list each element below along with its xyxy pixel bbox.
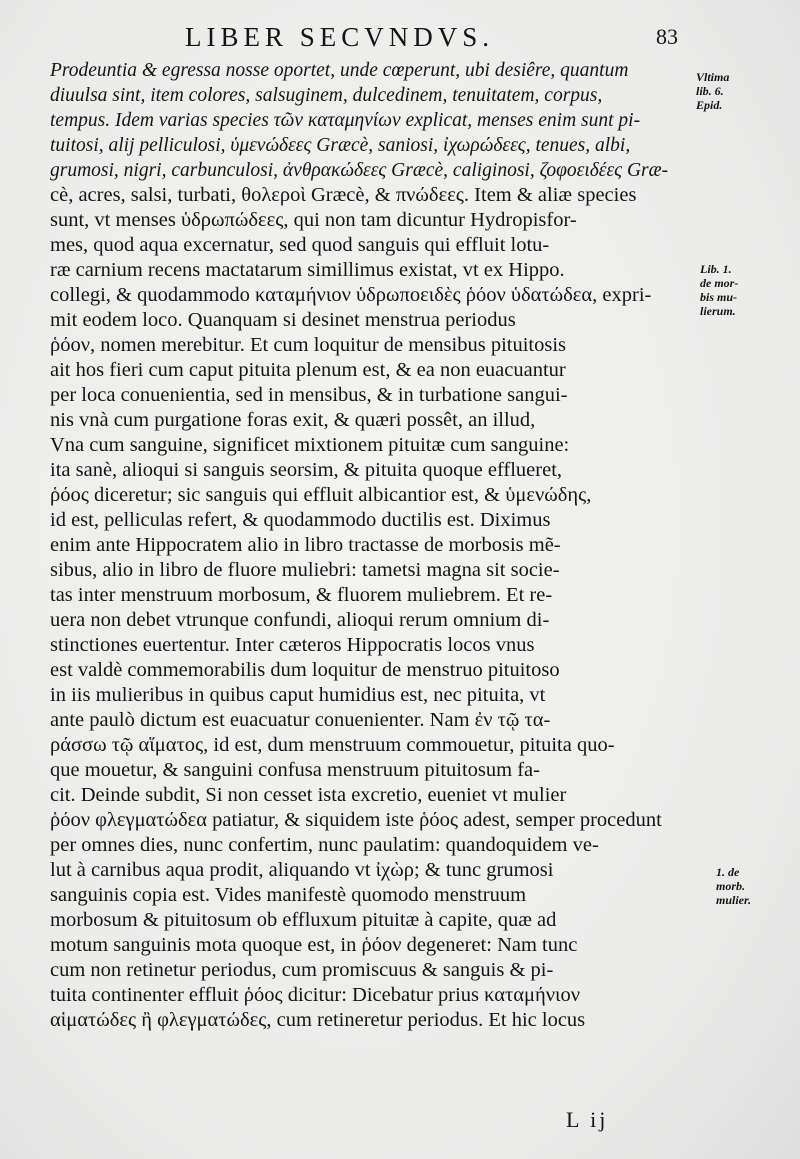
text-line: est valdè commemorabilis dum loquitur de menstruo pituitoso [50,659,560,681]
text-line: cit. Deinde subdit, Si non cesset ista excretio, eueniet vt mulier [50,784,567,806]
margin-note-line: de mor- [700,276,739,290]
margin-note-line: Epid. [696,98,723,112]
text-line: Vna cum sanguine, significet mixtionem pituitæ cum sanguine: [50,434,570,456]
text-line: grumosi, nigri, carbunculosi, ἀνθρακώδεες Græcè, caliginosi, ζοφοειδέες Græ- [50,160,669,181]
margin-note-line: bis mu- [700,290,738,304]
page-number: 83 [656,24,678,49]
text-line: cum non retinetur periodus, cum promiscuus & sanguis & pi- [50,959,554,981]
text-line: sanguinis copia est. Vides manifestè quomodo menstruum [50,884,527,906]
margin-note-line: lib. 6. [696,84,724,98]
text-line: Prodeuntia & egressa nosse oportet, unde cœperunt, ubi desiêre, quantum [50,60,629,81]
margin-note-line: mulier. [716,893,752,907]
text-line: ait hos fieri cum caput pituita plenum est, & ea non euacuantur [50,359,566,381]
text-line: motum sanguinis mota quoque est, in ῥόον degeneret: Nam tunc [50,934,578,956]
text-line: nis vnà cum purgatione foras exit, & quæri possêt, an illud, [50,409,536,431]
signature-mark: L ij [566,1107,609,1132]
margin-note-epid [696,70,756,112]
text-line: ræ carnium recens mactatarum simillimus existat, vt ex Hippo. [50,259,565,281]
text-line: ante paulò dictum est euacuatur conuenienter. Nam ἐν τῷ τα- [50,709,551,731]
text-line: cè, acres, salsi, turbati, θολεροὶ Græcè, & πνώδεες. Item & aliæ species [50,184,637,206]
text-line: id est, pelliculas refert, & quodammodo ductilis est. Diximus [50,509,551,531]
text-line: tas inter menstruum morbosum, & fluorem muliebrem. Et re- [50,584,553,606]
text-line: collegi, & quodammodo καταμήνιον ὑδρωποειδὲς ῥόον ὑδατώδεα, expri- [50,284,652,306]
text-line: mes, quod aqua excernatur, sed quod sanguis qui effluit lotu- [50,234,550,256]
text-line: mit eodem loco. Quanquam si desinet menstrua periodus [50,309,516,331]
page-header [0,22,800,56]
text-line: sibus, alio in libro de fluore muliebri: tametsi magna sit socie- [50,559,560,581]
text-line: tuita continenter effluit ῥόος dicitur: Dicebatur prius καταμήνιον [50,984,580,1006]
text-line: ράσσω τῷ αἵματος, id est, dum menstruum commouetur, pituita quo- [50,734,615,756]
text-line: que mouetur, & sanguini confusa menstruum pituitosum fa- [50,759,540,781]
text-line: ita sanè, alioqui si sanguis seorsim, & pituita quoque efflueret, [50,459,563,481]
margin-note-line: lierum. [700,304,736,318]
text-line: αἱματώδες ἢ φλεγματώδες, cum retineretur periodus. Et hic locus [50,1009,586,1031]
text-line: in iis mulieribus in quibus caput humidius est, nec pituita, vt [50,684,546,706]
margin-note-de-morb-mulier [716,865,776,907]
margin-note-line: 1. de [716,865,740,879]
text-line: tempus. Idem varias species τῶν καταμηνίων explicat, menses enim sunt pi- [50,110,641,131]
margin-note-de-morbis-mulierum [700,262,760,318]
margin-note-line: Vltima [696,70,730,84]
body-text [50,58,690,1033]
running-title: LIBER SECVNDVS. [185,22,495,52]
margin-note-line: morb. [716,879,746,893]
text-line: lut à carnibus aqua prodit, aliquando vt ἰχὼρ; & tunc grumosi [50,859,554,881]
text-line: uera non debet vtrunque confundi, alioqui rerum omnium di- [50,609,550,631]
text-line: tuitosi, alij pelliculosi, ὑμενώδεες Græcè, saniosi, ἰχωρώδεες, tenues, albi, [50,135,631,156]
text-line: enim ante Hippocratem alio in libro tractasse de morbosis mẽ- [50,534,561,556]
text-line: sunt, vt menses ὑδρωπώδεες, qui non tam dicuntur Hydropisfor- [50,209,577,231]
text-line: ῥόος diceretur; sic sanguis qui effluit albicantior est, & ὑμενώδης, [50,484,592,506]
text-line: diuulsa sint, item colores, salsuginem, dulcedinem, tenuitatem, corpus, [50,85,603,106]
text-line: per loca conuenientia, sed in mensibus, & in turbatione sangui- [50,384,568,406]
text-line: per omnes dies, nunc confertim, nunc paulatim: quandoquidem ve- [50,834,599,856]
text-line: ῥόον φλεγματώδεα patiatur, & siquidem iste ῥόος adest, semper procedunt [50,809,662,831]
text-line: ῥόον, nomen merebitur. Et cum loquitur de mensibus pituitosis [50,334,567,356]
text-line: stinctiones euertentur. Inter cæteros Hippocratis locos vnus [50,634,535,656]
margin-note-line: Lib. 1. [700,262,732,276]
text-line: morbosum & pituitosum ob effluxum pituitæ à capite, quæ ad [50,909,557,931]
